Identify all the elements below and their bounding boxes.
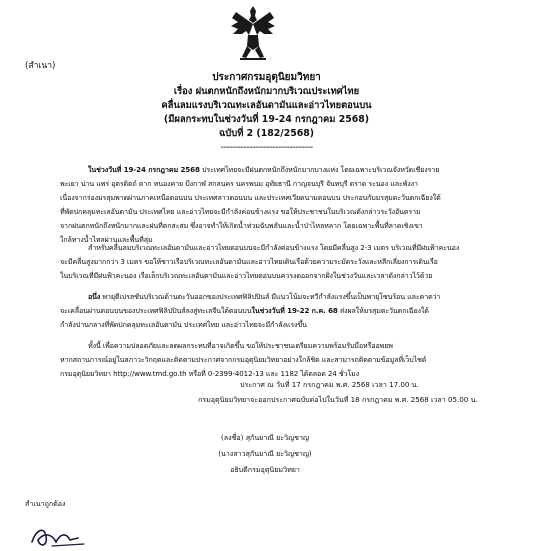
copy-label: (สำเนา) <box>25 61 56 71</box>
paragraph-line <box>60 290 490 304</box>
forecast-period-lead: ในช่วงวันที่ 19-24 กรกฎาคม 2568 <box>88 165 200 174</box>
paragraph-line: สำหรับคลื่นลมบริเวณทะเลอันดามันและอ่าวไทยตอนบนจะมีกำลังค่อนข้างแรง โดยมีคลื่นสูง 2-3 เมตร บริเวณที่มีฝนฟ้าคะนอง <box>88 243 460 252</box>
paragraph-safety-advice <box>60 339 490 381</box>
note-lead: อนึ่ง <box>88 292 101 301</box>
effect-period: (มีผลกระทบในช่วงวันที่ 19-24 กรกฎาคม 2568) <box>163 114 370 125</box>
signer-name: (นางสาวสุกันยาณี ยะวิญชาญ) <box>218 449 312 458</box>
certified-copy-label: สำเนาถูกต้อง <box>25 499 66 508</box>
divider-line: -------------------------------- <box>220 142 313 153</box>
paragraph-line: ที่พัดปกคลุมทะเลอันดามัน ประเทศไทย และอ่าวไทยจะมีกำลังค่อนข้างแรง ขอให้ประชาชนในบริเวณดังกล่าวระวังอันตราย <box>60 206 421 216</box>
signer-position: อธิบดีกรมอุตุนิยมวิทยา <box>230 465 300 474</box>
storm-period: ในช่วงวันที่ 19-22 ก.ค. 68 <box>251 305 338 315</box>
issue-number: ฉบับที่ 2 (182/2568) <box>218 128 315 139</box>
next-issue-note: กรมอุตุนิยมวิทยาจะออกประกาศฉบับต่อไปในวันที่ 18 กรกฎาคม พ.ศ. 2568 เวลา 05.00 น. <box>198 395 478 404</box>
paragraph-line: จากฝนตกหนักถึงหนักมากและฝนที่ตกสะสม ซึ่งอาจทำให้เกิดน้ำท่วมฉับพลันและน้ำป่าไหลหลาก โดยเฉพาะพื้นที่ลาดเชิงเขา <box>60 220 423 230</box>
paragraph-line: ในบริเวณที่มีฝนฟ้าคะนอง เรือเล็กบริเวณทะเลอันดามันและอ่าวไทยตอนบนควรงดออกจากฝั่งในช่วงวันและเวลาดังกล่าวไว้ด้วย <box>60 270 433 280</box>
paragraph-text: ส่งผลให้มรสุมตะวันตกเฉียงใต้ <box>337 305 429 315</box>
paragraph-storm-note <box>60 290 490 332</box>
paragraph-wave-forecast <box>60 241 490 283</box>
paragraph-line: เนื่องจากร่องมรสุมพาดผ่านภาคเหนือตอนบน ประเทศลาวตอนบน และประเทศเวียดนามตอนบน ประกอบกับมรสุมตะวันตกเฉียงใต้ <box>60 192 441 202</box>
announcement-subject-line2: คลื่นลมแรงบริเวณทะเลอันดามันและอ่าวไทยตอนบน <box>161 100 372 111</box>
paragraph-line: พะเยา น่าน แพร่ อุตรดิตถ์ ตาก หนองคาย บึงกาฬ สกลนคร นครพนม อุทัยธานี กาญจนบุรี จันทบุรี ตราด ระนอง และพังงา <box>60 178 418 188</box>
signature-line: (ลงชื่อ) สุกันยาณี ยะวิญชาญ <box>221 433 309 442</box>
paragraph-text: ประเทศไทยจะมีฝนตกหนักถึงหนักมากบางแห่ง โดยเฉพาะบริเวณจังหวัดเชียงราย <box>199 165 440 174</box>
paragraph-text: จะเคลื่อนผ่านตอนบนของประเทศฟิลิปปินส์ลงสู่ทะเลจีนใต้ตอนบน <box>60 305 252 315</box>
paragraph-line: กรมอุตุนิยมวิทยา http://www.tmd.go.th หรือที่ 0-2399-4012-13 และ 1182 ได้ตลอด 24 ชั่วโมง <box>60 368 360 378</box>
handwritten-signature <box>22 512 102 551</box>
paragraph-line: ใกล้ทางน้ำไหลผ่านและพื้นที่ลุ่ม <box>60 234 153 244</box>
announce-date: ประกาศ ณ วันที่ 17 กรกฎาคม พ.ศ. 2568 เวลา 17.00 น. <box>240 380 419 389</box>
paragraph-line: หากสถานการณ์อยู่ในสภาวะวิกฤตและติดตามประกาศจากกรมอุตุนิยมวิทยาอย่างใกล้ชิด และสามารถติดตามข้อมูลที่เว็บไซต์ <box>60 354 427 364</box>
paragraph-line: กำลังปานกลางที่พัดปกคลุมทะเลอันดามัน ประเทศไทย และอ่าวไทยจะมีกำลังแรงขึ้น <box>60 319 307 329</box>
announcement-subject: เรื่อง ฝนตกหนักถึงหนักมากบริเวณประเทศไทย <box>173 86 360 97</box>
announcement-title: ประกาศกรมอุตุนิยมวิทยา <box>212 72 321 83</box>
garuda-emblem <box>228 2 278 62</box>
paragraph-line <box>60 163 490 177</box>
paragraph-rain-forecast <box>60 163 490 246</box>
paragraph-text: พายุดีเปรสชันบริเวณด้านตะวันออกของประเทศฟิลิปปินส์ มีแนวโน้มจะทวีกำลังแรงขึ้นเป็นพายุโซนร้อน และคาดว่า <box>100 292 441 301</box>
paragraph-line: จะมีคลื่นสูงมากกว่า 3 เมตร ขอให้ชาวเรือบริเวณทะเลอันดามันและอ่าวไทยเดินเรือด้วยความระมัดระวังและหลีกเลี่ยงการเดินเรือ <box>60 256 438 266</box>
paragraph-line <box>60 304 490 318</box>
paragraph-line: ทั้งนี้ เพื่อความปลอดภัยและลดผลกระทบที่อาจเกิดขึ้น ขอให้ประชาชนเตรียมความพร้อมรับมือหรืออพยพ <box>88 341 393 350</box>
